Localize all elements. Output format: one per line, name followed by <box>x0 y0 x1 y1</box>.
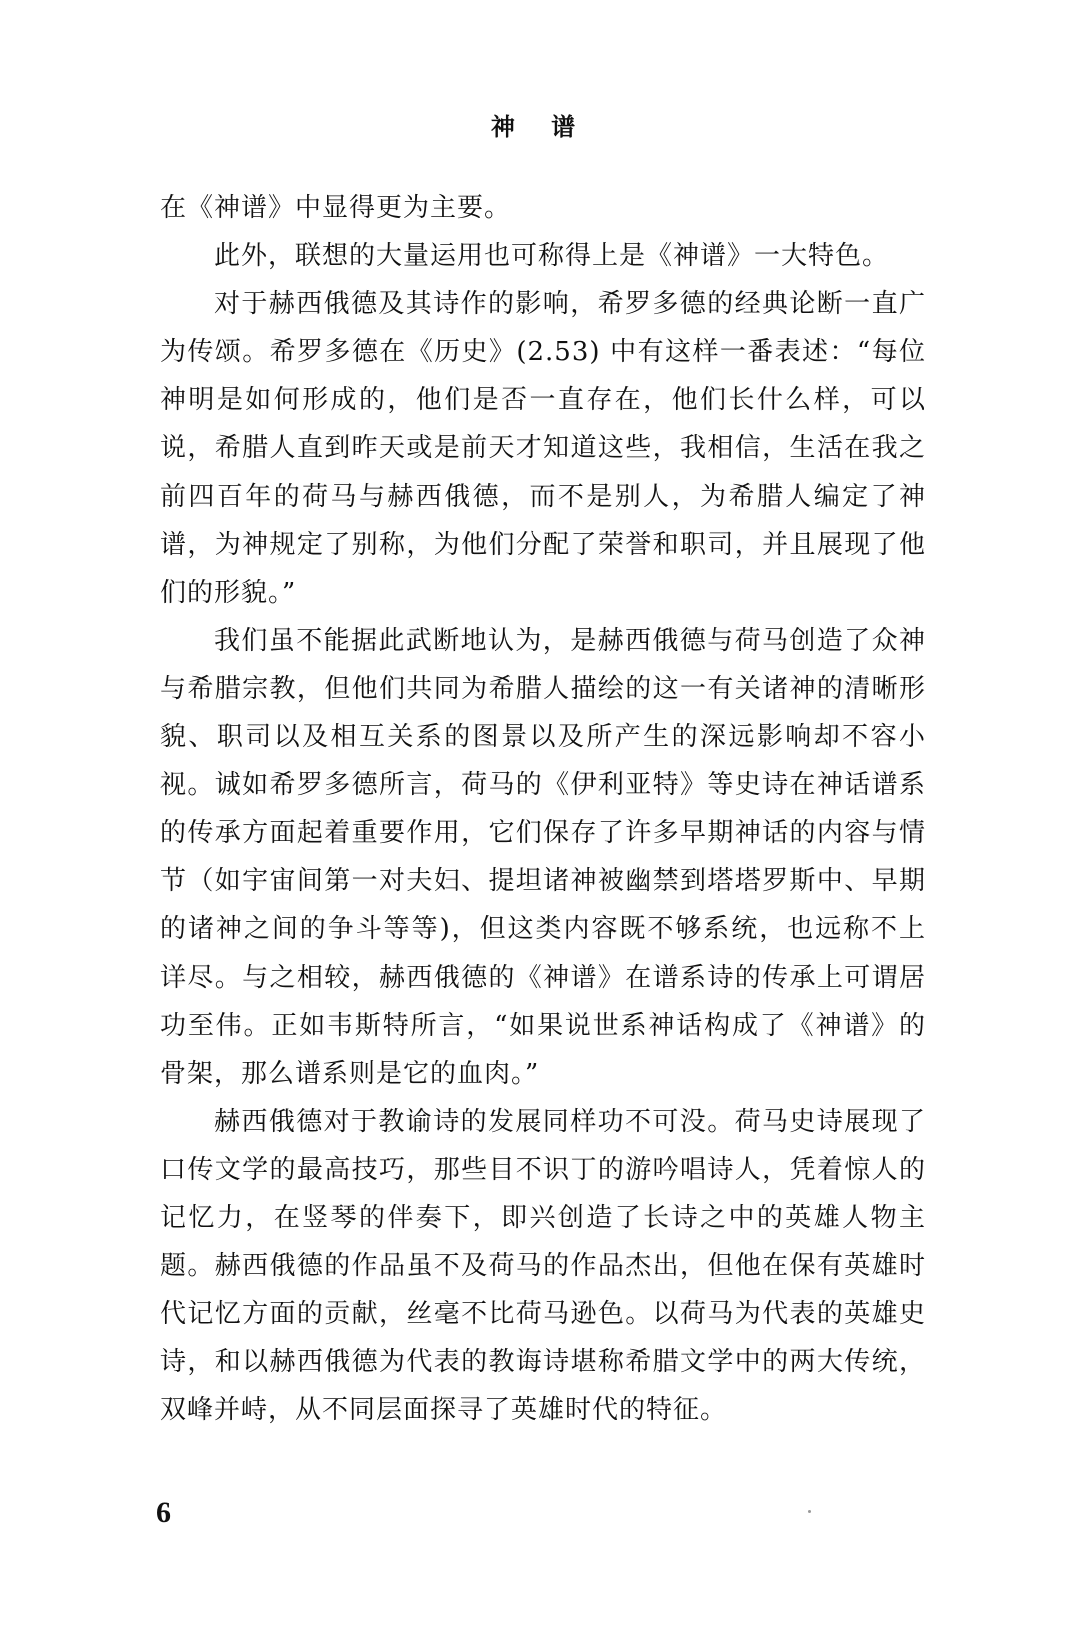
paragraph: 我们虽不能据此武断地认为，是赫西俄德与荷马创造了众神与希腊宗教，但他们共同为希腊人描绘的这一有关诸神的清晰形貌、职司以及相互关系的图景以及所产生的深远影响却不容小视。诚如希罗多德所言，荷马的《伊利亚特》等史诗在神话谱系的传承方面起着重要作用，它们保存了许多早期神话的内容与情节（如宇宙间第一对夫妇、提坦诸神被幽禁到塔塔罗斯中、早期的诸神之间的争斗等等)，但这类内容既不够系统，也远称不上详尽。与之相较，赫西俄德的《神谱》在谱系诗的传承上可谓居功至伟。正如韦斯特所言，“如果说世系神话构成了《神谱》的骨架，那么谱系则是它的血肉。” <box>160 625 926 1089</box>
scan-speck <box>808 1510 811 1513</box>
running-header: 神 谱 <box>490 112 590 141</box>
paragraph: 此外，联想的大量运用也可称得上是《神谱》一大特色。 <box>214 241 890 272</box>
paragraph-continuation: 在《神谱》中显得更为主要。 <box>160 193 512 223</box>
page-number: 6 <box>156 1496 171 1529</box>
paragraph: 赫西俄德对于教谕诗的发展同样功不可没。荷马史诗展现了口传文学的最高技巧，那些目不识丁的游吟唱诗人，凭着惊人的记忆力，在竖琴的伴奏下，即兴创造了长诗之中的英雄人物主题。赫西俄德的作品虽不及荷马的作品杰出，但他在保有英雄时代记忆方面的贡献，丝毫不比荷马逊色。以荷马为代表的英雄史诗，和以赫西俄德为代表的教诲诗堪称希腊文学中的两大传统，双峰并峙，从不同层面探寻了英雄时代的特征。 <box>160 1106 926 1426</box>
body-text <box>160 184 926 1434</box>
paragraph: 对于赫西俄德及其诗作的影响，希罗多德的经典论断一直广为传颂。希罗多德在《历史》(2.53) 中有这样一番表述：“每位神明是如何形成的，他们是否一直存在，他们长什么样，可以说，希腊人直到昨天或是前天才知道这些，我相信，生活在我之前四百年的荷马与赫西俄德，而不是别人，为希腊人编定了神谱，为神规定了别称，为他们分配了荣誉和职司，并且展现了他们的形貌。” <box>160 289 926 608</box>
